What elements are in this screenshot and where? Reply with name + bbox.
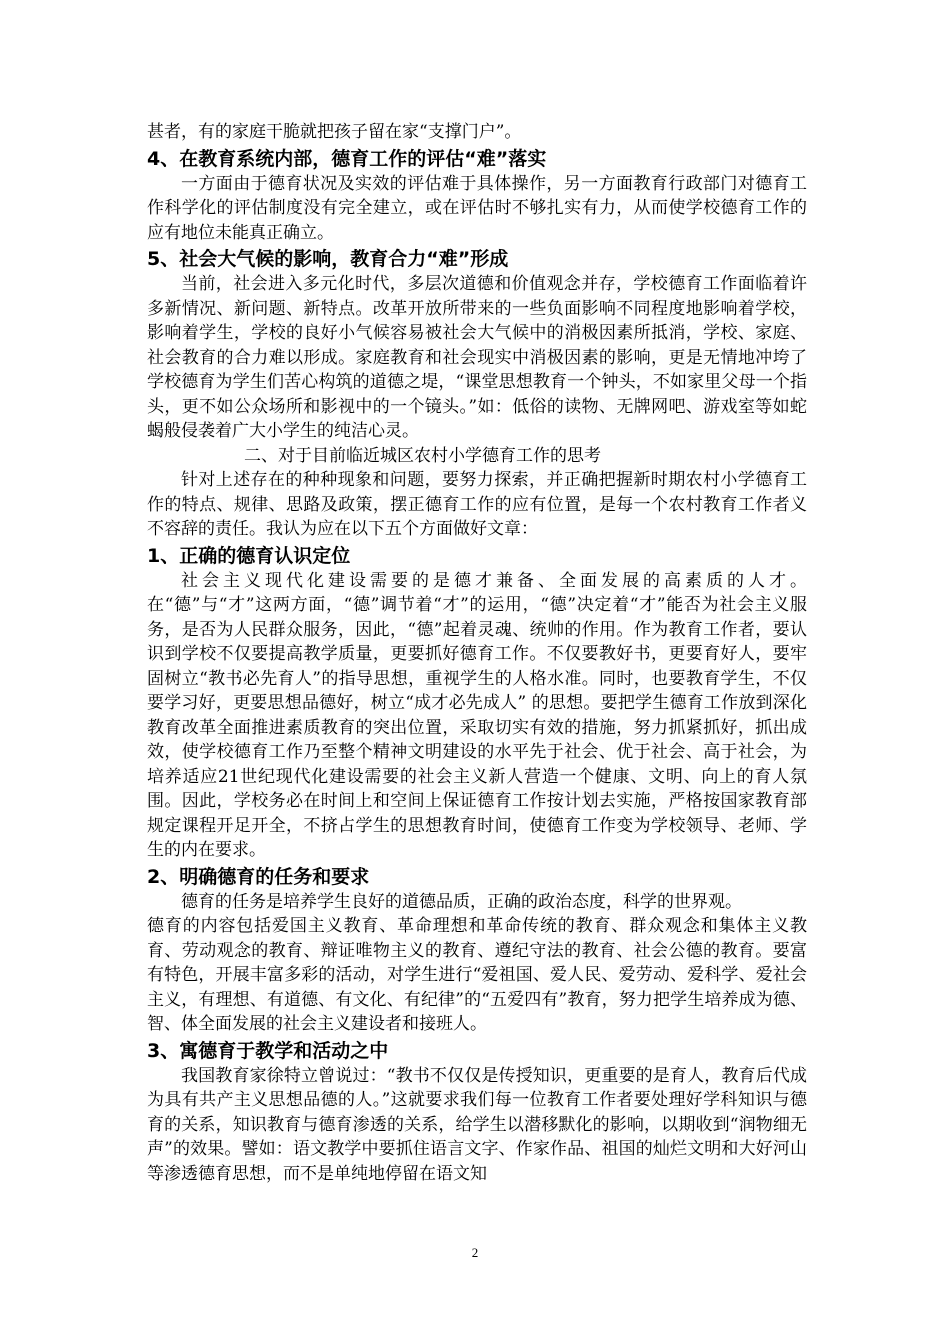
paragraph-evaluation: 一方面由于德育状况及实效的评估难于具体操作，另一方面教育行政部门对德育工作科学化的评估制度没有完全建立，或在评估时不够扎实有力，从而使学校德育工作的应有地位未能真正确立。 bbox=[147, 173, 807, 243]
paragraph-continuation: 甚者，有的家庭干脆就把孩子留在家“支撑门户”。 bbox=[147, 122, 522, 142]
page-number: 2 bbox=[471, 1245, 479, 1260]
section-2-title: 二、对于目前临近城区农村小学德育工作的思考 bbox=[244, 445, 601, 466]
heading-3-teaching: 3、寓德育于教学和活动之中 bbox=[147, 1039, 389, 1062]
paragraph-social-climate: 当前，社会进入多元化时代，多层次道德和价值观念并存，学校德育工作面临着许多新情况、新问题、新特点。改革开放所带来的一些负面影响不同程度地影响着学校，影响着学生，学校的良好小气候容易被社会大气候中的消极因素所抵消，学校、家庭、社会教育的合力难以形成。家庭教育和社会现实中消极因素的影响，更是无情地冲垮了学校德育为学生们苦心构筑的道德之堤，“课堂思想教育一个钟头，不如家里父母一个指头，更不如公众场所和影视中的一个镜头。”如：低俗的读物、无牌网吧、游戏室等如蛇蝎般侵袭着广大小学生的纯洁心灵。 bbox=[147, 274, 807, 441]
paragraph-tasks-content: 德育的内容包括爱国主义教育、革命理想和革命传统的教育、群众观念和集体主义教育、劳动观念的教育、辩证唯物主义的教育、遵纪守法的教育、社会公德的教育。要富有特色，开展丰富多彩的活动，对学生进行“爱祖国、爱人民、爱劳动、爱科学、爱社会主义，有理想、有道德、有文化、有纪律”的“五爱四有”教育，努力把学生培养成为德、智、体全面发展的社会主义建设者和接班人。 bbox=[147, 916, 807, 1034]
paragraph-section-2-intro: 针对上述存在的种种现象和问题，要努力探索，并正确把握新时期农村小学德育工作的特点、规律、思路及政策，摆正德育工作的应有位置，是每一个农村教育工作者义不容辞的责任。我认为应在以下五个方面做好文章： bbox=[147, 470, 807, 539]
paragraph-teaching: 我国教育家徐特立曾说过：“教书不仅仅是传授知识，更重要的是育人，教育后代成为具有共产主义思想品德的人。”这就要求我们每一位教育工作者要处理好学科知识与德育的关系，知识教育与德育渗透的关系，给学生以潜移默化的影响，以期收到“润物细无声”的效果。譬如：语文教学中要抓住语言文字、作家作品、祖国的灿烂文明和大好河山等渗透德育思想，而不是单纯地停留在语文知 bbox=[147, 1065, 807, 1184]
page-body bbox=[147, 120, 807, 1186]
heading-4-evaluation: 4、在教育系统内部，德育工作的评估“难”落实 bbox=[147, 147, 547, 170]
paragraph-positioning: 社会主义现代化建设需要的是德才兼备、全面发展的高素质的人才。在“德”与“才”这两方面，“德”调节着“才”的运用，“德”决定着“才”能否为社会主义服务，是否为人民群众服务，因此，“德”起着灵魂、统帅的作用。作为教育工作者，要认识到学校不仅要提高教学质量，更要抓好德育工作。不仅要教好书，更要育好人，要牢固树立“教书必先育人”的指导思想，重视学生的人格水准。同时，也要教育学生，不仅要学习好，更要思想品德好，树立“成才必先成人” 的思想。要把学生德育工作放到深化教育改革全面推进素质教育的突出位置，采取切实有效的措施，努力抓紧抓好，抓出成效，使学校德育工作乃至整个精神文明建设的水平先于社会、优于社会、高于社会，为培养适应21世纪现代化建设需要的社会主义新人营造一个健康、文明、向上的育人氛围。因此，学校务必在时间上和空间上保证德育工作按计划去实施，严格按国家教育部规定课程开足开全，不挤占学生的思想教育时间，使德育工作变为学校领导、老师、学生的内在要求。 bbox=[147, 570, 807, 860]
paragraph-tasks-line-1: 德育的任务是培养学生良好的道德品质，正确的政治态度，科学的世界观。 bbox=[181, 891, 742, 912]
heading-2-tasks: 2、明确德育的任务和要求 bbox=[147, 865, 370, 888]
heading-5-social-climate: 5、社会大气候的影响，教育合力“难”形成 bbox=[147, 248, 509, 270]
heading-1-positioning: 1、正确的德育认识定位 bbox=[147, 544, 351, 567]
